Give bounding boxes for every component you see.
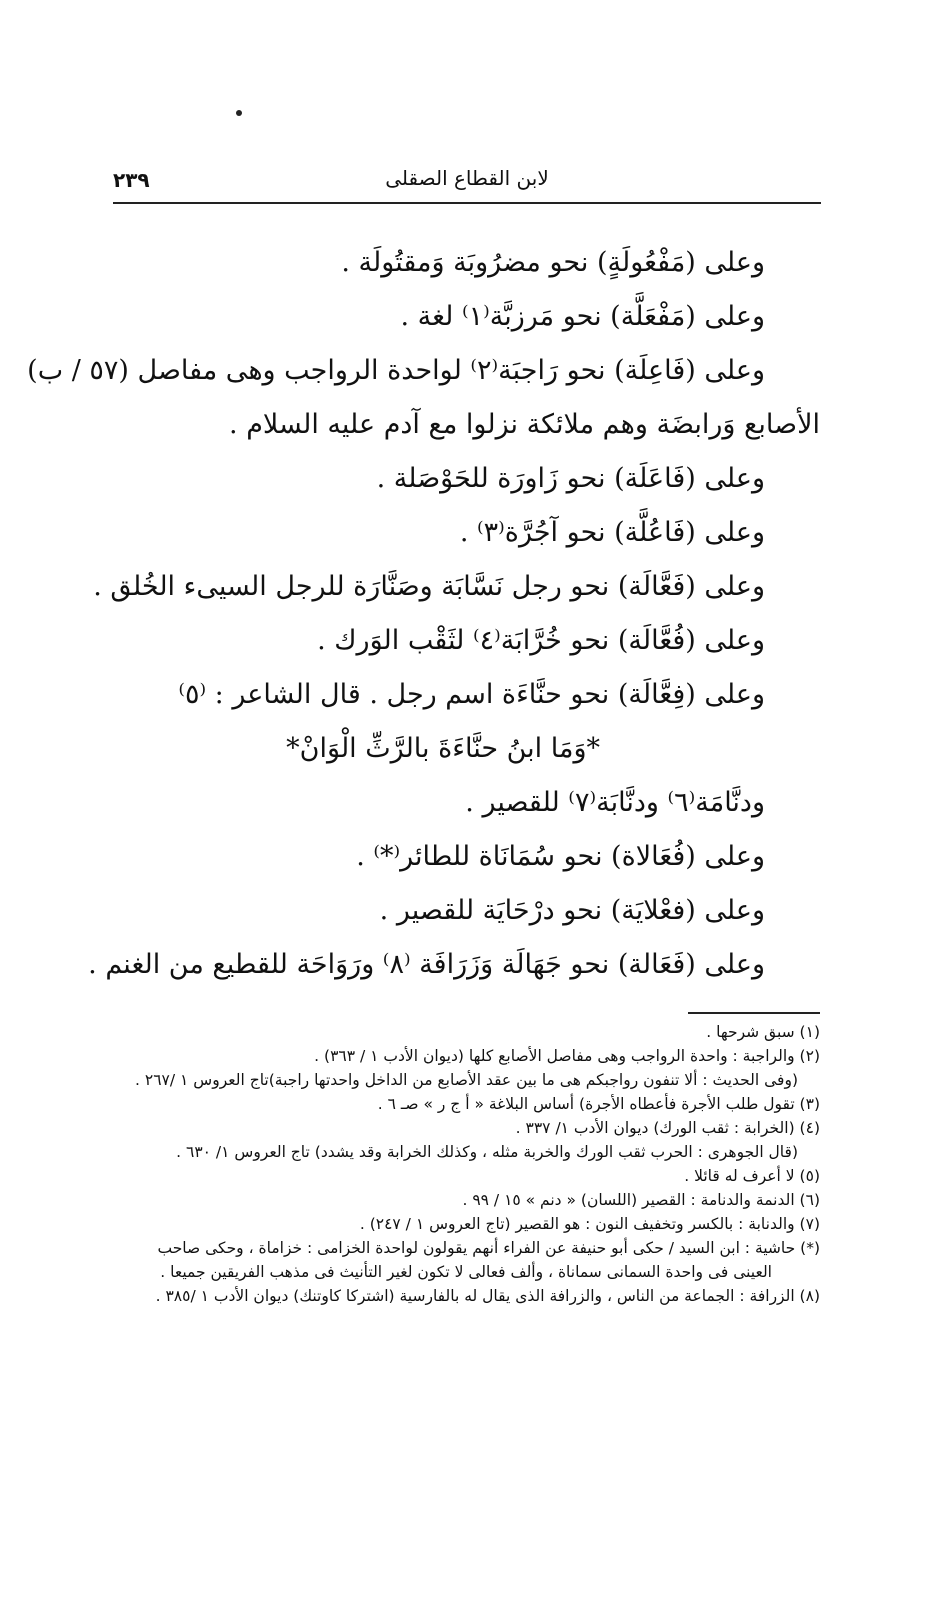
text-line: ودنَّامَة⁽٦⁾ ودنَّابَة⁽٧⁾ للقصير .	[465, 787, 765, 818]
text-line: وعلى (فَاعَلَة) نحو زَاورَة للحَوْصَلة .	[376, 463, 765, 494]
page-header	[113, 162, 821, 204]
footnote: (٢) والراجبة : واحدة الرواجب وهى مفاصل الأصابع كلها (ديوان الأدب ١ / ٣٦٣) .	[314, 1047, 820, 1065]
footnote: (٣) تقول طلب الأجرة فأعطاه الأجرة) أساس البلاغة « أ ج ر » صـ ٦ .	[377, 1095, 820, 1113]
footnote: (*) حاشية : ابن السيد / حكى أبو حنيفة عن الفراء أنهم يقولون لواحدة الخزامى : خزاماة ، وحكى صاحب	[157, 1239, 820, 1257]
page-number: ٢٣٩	[113, 168, 150, 192]
text-line: وعلى (فَاعِلَة) نحو رَاجبَة⁽٢⁾ لواحدة الرواجب وهى مفاصل (٥٧ / ب)	[27, 355, 765, 386]
footnotes	[105, 1020, 820, 1308]
footnote: (وفى الحديث : ألا تنفون رواجبكم هى ما بين عقد الأصابع من الداخل واحدتها راجبة)تاج العروس ١ /٢٦٧ .	[135, 1071, 798, 1089]
text-line: وعلى (مَفْعَلَّة) نحو مَرزبَّة⁽١⁾ لغة .	[400, 301, 765, 332]
footnote: (٥) لا أعرف له قائلا .	[684, 1167, 820, 1185]
ink-dot	[236, 110, 242, 116]
footnote: (٦) الدنمة والدنامة : القصير (اللسان) « دنم » ١٥ / ٩٩ .	[462, 1191, 820, 1209]
text-line: وعلى (مَفْعُولَةٍ) نحو مضرُوبَة وَمقتُولَة .	[341, 247, 765, 278]
footnote: (٤) (الخرابة : ثقب الورك) ديوان الأدب ١/ ٣٣٧ .	[515, 1119, 820, 1137]
text-line: وعلى (فُعَالاة) نحو سُمَانَاة للطائر⁽*⁾ .	[356, 841, 765, 872]
text-line: وعلى (فعْلايَة) نحو درْحَايَة للقصير .	[379, 895, 765, 926]
text-line: وعلى (فَاعُلَّة) نحو آجُرَّة⁽٣⁾ .	[459, 517, 765, 548]
verse-line: *وَمَا ابنُ حنَّاءَةَ بالرَّثِّ الْوَانْ*	[286, 733, 600, 764]
footnote: (١) سبق شرحها .	[706, 1023, 820, 1041]
footnote: العينى فى واحدة السمانى سماناة ، وألف فعالى لا تكون لغير التأنيث فى مذهب الفريقين جميعا .	[160, 1263, 772, 1281]
text-line: وعلى (فُعَّالَة) نحو خُرَّابَة⁽٤⁾ لثَقْب الوَرك .	[317, 625, 765, 656]
footnote: (٨) الزرافة : الجماعة من الناس ، والزرافة الذى يقال له بالفارسية (اشتركا كاوتنك) ديوان الأدب ١ /٣٨٥ .	[155, 1287, 820, 1305]
footnote: (قال الجوهرى : الحرب ثقب الورك والخربة مثله ، وكذلك الخرابة وقد يشدد) تاج العروس ١/ ٦٣٠ .	[176, 1143, 798, 1161]
running-title: لابن القطاع الصقلى	[385, 166, 549, 190]
footnote: (٧) والدنابة : بالكسر وتخفيف النون : هو القصير (تاج العروس ١ / ٢٤٧) .	[359, 1215, 820, 1233]
main-text	[27, 236, 820, 992]
text-line: الأصابع وَرابضَة وهم ملائكة نزلوا مع آدم عليه السلام .	[229, 409, 820, 440]
footnote-divider	[688, 1012, 820, 1014]
text-line: وعلى (فَعَّالَة) نحو رجل نَسَّابَة وصَنَّارَة للرجل السيىء الخُلق .	[93, 571, 765, 602]
text-line: وعلى (فِعَّالَة) نحو حنَّاءَة اسم رجل . قال الشاعر : ⁽٥⁾	[178, 679, 765, 710]
text-line: وعلى (فَعَالة) نحو جَهَالَة وَزَرَافَة ⁽٨⁾ ورَوَاحَة للقطيع من الغنم .	[88, 949, 765, 980]
